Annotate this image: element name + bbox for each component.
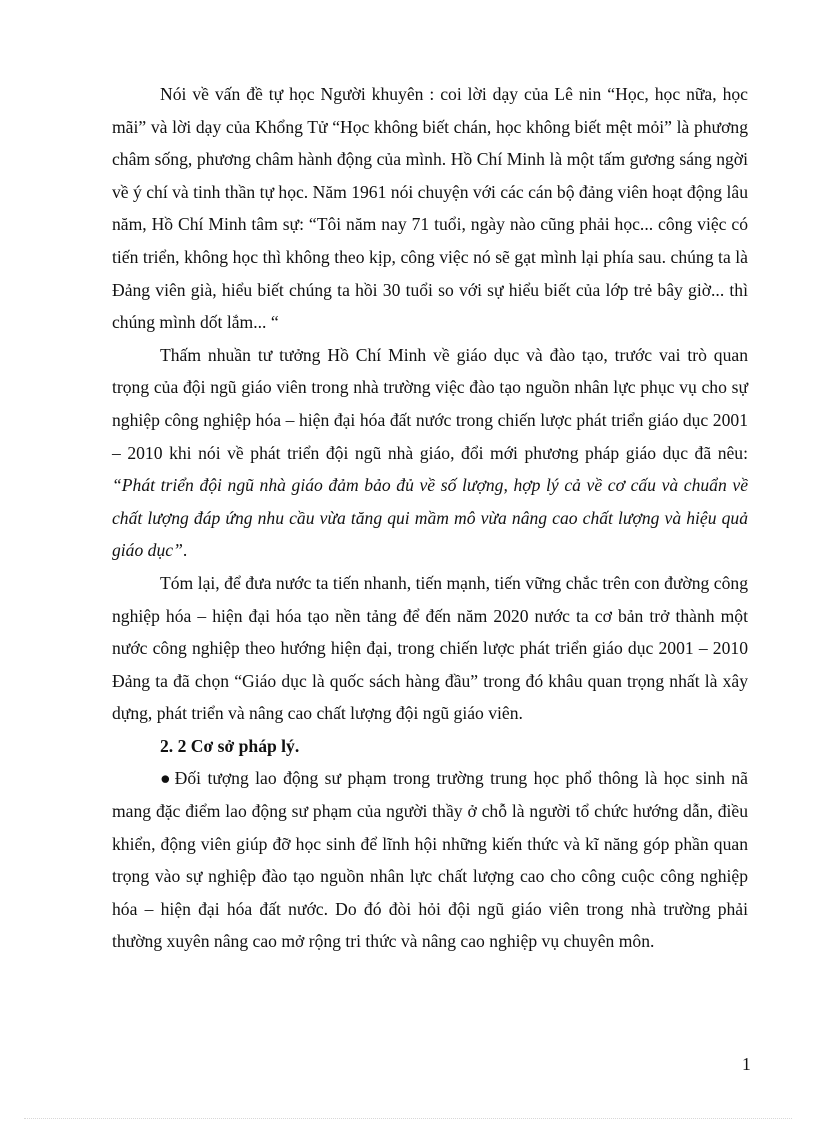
- paragraph-teacher-development: [112, 339, 748, 567]
- bullet-paragraph-text: Đối tượng lao động sư phạm trong trường trung học phổ thông là học sinh nã mang đặc điểm lao động sư phạm của người thầy ở chỗ là người tổ chức hướng dẫn, điều khiển, động viên giúp đỡ học sinh để lĩnh hội những kiến thức và kĩ năng góp phần quan trọng vào sự nghiệp đào tạo nguồn nhân lực chất lượng cao cho công cuộc công nghiệp hóa – hiện đại hóa đất nước. Do đó đòi hỏi đội ngũ giáo viên trong nhà trường phải thường xuyên nâng cao mở rộng tri thức và nâng cao nghiệp vụ chuyên môn.: [112, 768, 748, 952]
- section-heading: 2. 2 Cơ sở pháp lý.: [160, 735, 300, 756]
- document-body: [112, 78, 748, 958]
- strategy-quote: “Phát triển đội ngũ nhà giáo đảm bảo đủ về số lượng, hợp lý cả về cơ cấu và chuẩn về chất lượng đáp ứng nhu cầu vừa tăng qui mầm mô vừa nâng cao chất lượng và hiệu quả giáo dục”: [112, 475, 748, 561]
- page-number: 1: [742, 1054, 751, 1074]
- bullet-paragraph-legal-basis: [112, 762, 748, 958]
- bullet-icon: ●: [160, 768, 173, 789]
- paragraph-summary: Tóm lại, để đưa nước ta tiến nhanh, tiến mạnh, tiến vững chắc trên con đường công nghiệp hóa – hiện đại hóa tạo nền tảng để đến năm 2020 nước ta cơ bản trở thành một nước công nghiệp theo hướng hiện đại, trong chiến lược phát triển giáo dục 2001 – 2010 Đảng ta đã chọn “Giáo dục là quốc sách hàng đầu” trong đó khâu quan trọng nhất là xây dựng, phát triển và nâng cao chất lượng đội ngũ giáo viên.: [112, 572, 748, 724]
- page-bottom-divider: [24, 1118, 792, 1119]
- paragraph-teacher-development-text: Thấm nhuần tư tưởng Hồ Chí Minh về giáo dục và đào tạo, trước vai trò quan trọng của đội ngũ giáo viên trong nhà trường việc đào tạo nguồn nhân lực phục vụ cho sự nghiệp công nghiệp hóa – hiện đại hóa đất nước trong chiến lược phát triển giáo dục 2001 – 2010 khi nói về phát triển đội ngũ nhà giáo, đổi mới phương pháp giáo dục đã nêu:: [112, 344, 748, 463]
- paragraph-period: .: [182, 540, 188, 561]
- paragraph-hcm-self-study: Nói về vấn đề tự học Người khuyên : coi lời dạy của Lê nin “Học, học nữa, học mãi” và lời dạy của Khổng Tử “Học không biết chán, học không biết mệt mỏi” là phương châm sống, phương châm hành động của mình. Hồ Chí Minh là một tấm gương sáng ngời về ý chí và tinh thần tự học. Năm 1961 nói chuyện với các cán bộ đảng viên hoạt động lâu năm, Hồ Chí Minh tâm sự: “Tôi năm nay 71 tuổi, ngày nào cũng phải học... công việc có tiến triển, không học thì không theo kịp, công việc nó sẽ gạt mình lại phía sau. chúng ta là Đảng viên già, hiểu biết chúng ta hồi 30 tuổi so với sự hiểu biết của lớp trẻ bây giờ... thì chúng mình dốt lắm... “: [112, 84, 748, 333]
